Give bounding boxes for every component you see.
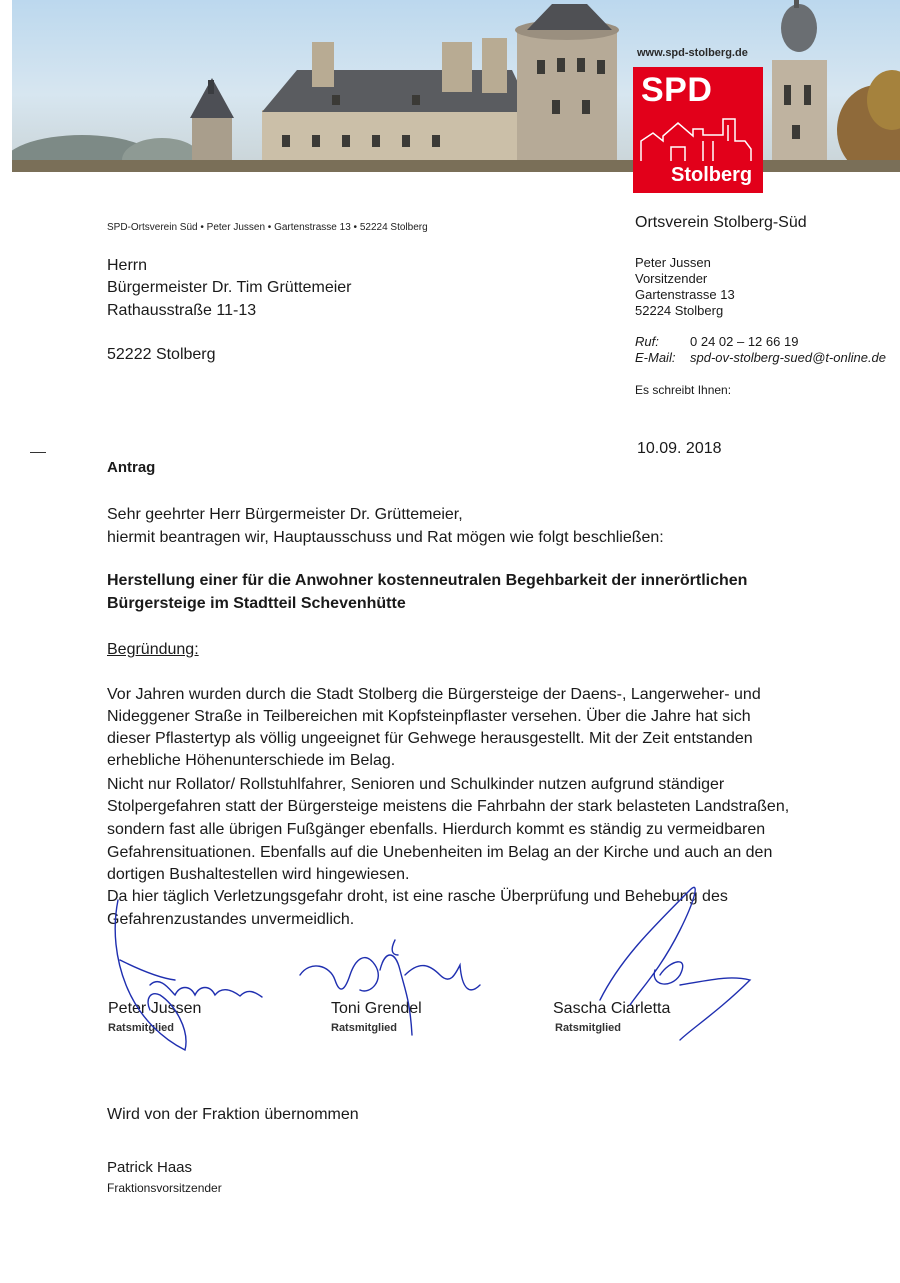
signatory-name: Peter Jussen: [108, 1000, 202, 1017]
motion-line: Herstellung einer für die Anwohner kostenneutralen Begehbarkeit der innerörtlichen: [107, 572, 748, 589]
recipient-city: 52222 Stolberg: [107, 346, 216, 363]
reason-line: Gefahrenzustandes unvermeidlich.: [107, 911, 355, 928]
signatory-role: Ratsmitglied: [555, 1022, 622, 1034]
reason-line: Stolpergefahren statt der Bürgersteige meistens die Fahrbahn der stark belasteten Landstraßen,: [107, 798, 790, 815]
fold-mark: [30, 452, 46, 453]
logo-spd-text: SPD: [641, 71, 713, 109]
signatory-role: Ratsmitglied: [331, 1022, 398, 1034]
reason-line: Da hier täglich Verletzungsgefahr droht, ist eine rasche Überprüfung und Behebung des: [107, 888, 728, 905]
greeting-line: Sehr geehrter Herr Bürgermeister Dr. Grüttemeier,: [107, 506, 463, 523]
castle-photo: [12, 0, 900, 172]
sidebar-street: Gartenstrasse 13: [635, 287, 735, 302]
reason-line: erhebliche Höhenunterschiede im Belag.: [107, 752, 396, 769]
sidebar-phone-label: Ruf:: [635, 334, 659, 349]
reason-line: dieser Pflastertyp als völlig ungeeignet für Gehwege herausgestellt. Mit der Zeit entstanden: [107, 730, 753, 747]
reason-line: Nicht nur Rollator/ Rollstuhlfahrer, Senioren und Schulkinder nutzen aufgrund ständiger: [107, 776, 725, 793]
castle-outline-icon: [633, 111, 763, 171]
signatory-name: Sascha Ciarletta: [553, 1000, 671, 1017]
reason-line: Vor Jahren wurden durch die Stadt Stolberg die Bürgersteige der Daens-, Langerweher- und: [107, 686, 761, 703]
sidebar-person: Peter Jussen: [635, 255, 711, 270]
sidebar-role: Vorsitzender: [635, 271, 708, 286]
sidebar-org: Ortsverein Stolberg-Süd: [635, 214, 807, 231]
sidebar-email-label: E-Mail:: [635, 350, 676, 365]
reason-line: Nideggener Straße in Teilbereichen mit Kopfsteinpflaster versehen. Über die Jahre hat sich: [107, 708, 751, 725]
recipient-salutation: Herrn: [107, 257, 148, 274]
letter-date: 10.09. 2018: [637, 440, 722, 457]
website-url[interactable]: www.spd-stolberg.de: [637, 47, 748, 59]
spd-logo: [633, 67, 763, 193]
reason-heading: Begründung:: [107, 641, 199, 658]
letterhead-banner: [12, 0, 900, 172]
chair-name: Patrick Haas: [107, 1159, 193, 1176]
letter-subject: Antrag: [107, 459, 156, 476]
sidebar-phone: 0 24 02 – 12 66 19: [690, 334, 799, 349]
chair-role: Fraktionsvorsitzender: [107, 1181, 222, 1195]
reason-line: Gefahrensituationen. Ebenfalls auf die Unebenheiten im Belag an der Kirche und auch an den: [107, 844, 773, 861]
motion-line: Bürgersteige im Stadtteil Schevenhütte: [107, 595, 406, 612]
adoption-note: Wird von der Fraktion übernommen: [107, 1106, 359, 1123]
sidebar-city: 52224 Stolberg: [635, 303, 724, 318]
reason-line: dortigen Bushaltestellen wird hingewiesen.: [107, 866, 410, 883]
greeting-line: hiermit beantragen wir, Hauptausschuss und Rat mögen wie folgt beschließen:: [107, 529, 664, 546]
sender-return-line: SPD-Ortsverein Süd • Peter Jussen • Gartenstrasse 13 • 52224 Stolberg: [107, 222, 428, 233]
sidebar-writer: Es schreibt Ihnen:: [635, 383, 732, 397]
signatory-role: Ratsmitglied: [108, 1022, 175, 1034]
logo-stolberg-text: Stolberg: [671, 164, 753, 186]
reason-line: sondern fast alle übrigen Fußgänger ebenfalls. Hierdurch kommt es ständig zu vermeidbaren: [107, 821, 766, 838]
recipient-street: Rathausstraße 11-13: [107, 302, 257, 319]
recipient-name: Bürgermeister Dr. Tim Grüttemeier: [107, 279, 352, 296]
sidebar-email[interactable]: spd-ov-stolberg-sued@t-online.de: [690, 350, 887, 365]
signatory-name: Toni Grendel: [331, 1000, 422, 1017]
